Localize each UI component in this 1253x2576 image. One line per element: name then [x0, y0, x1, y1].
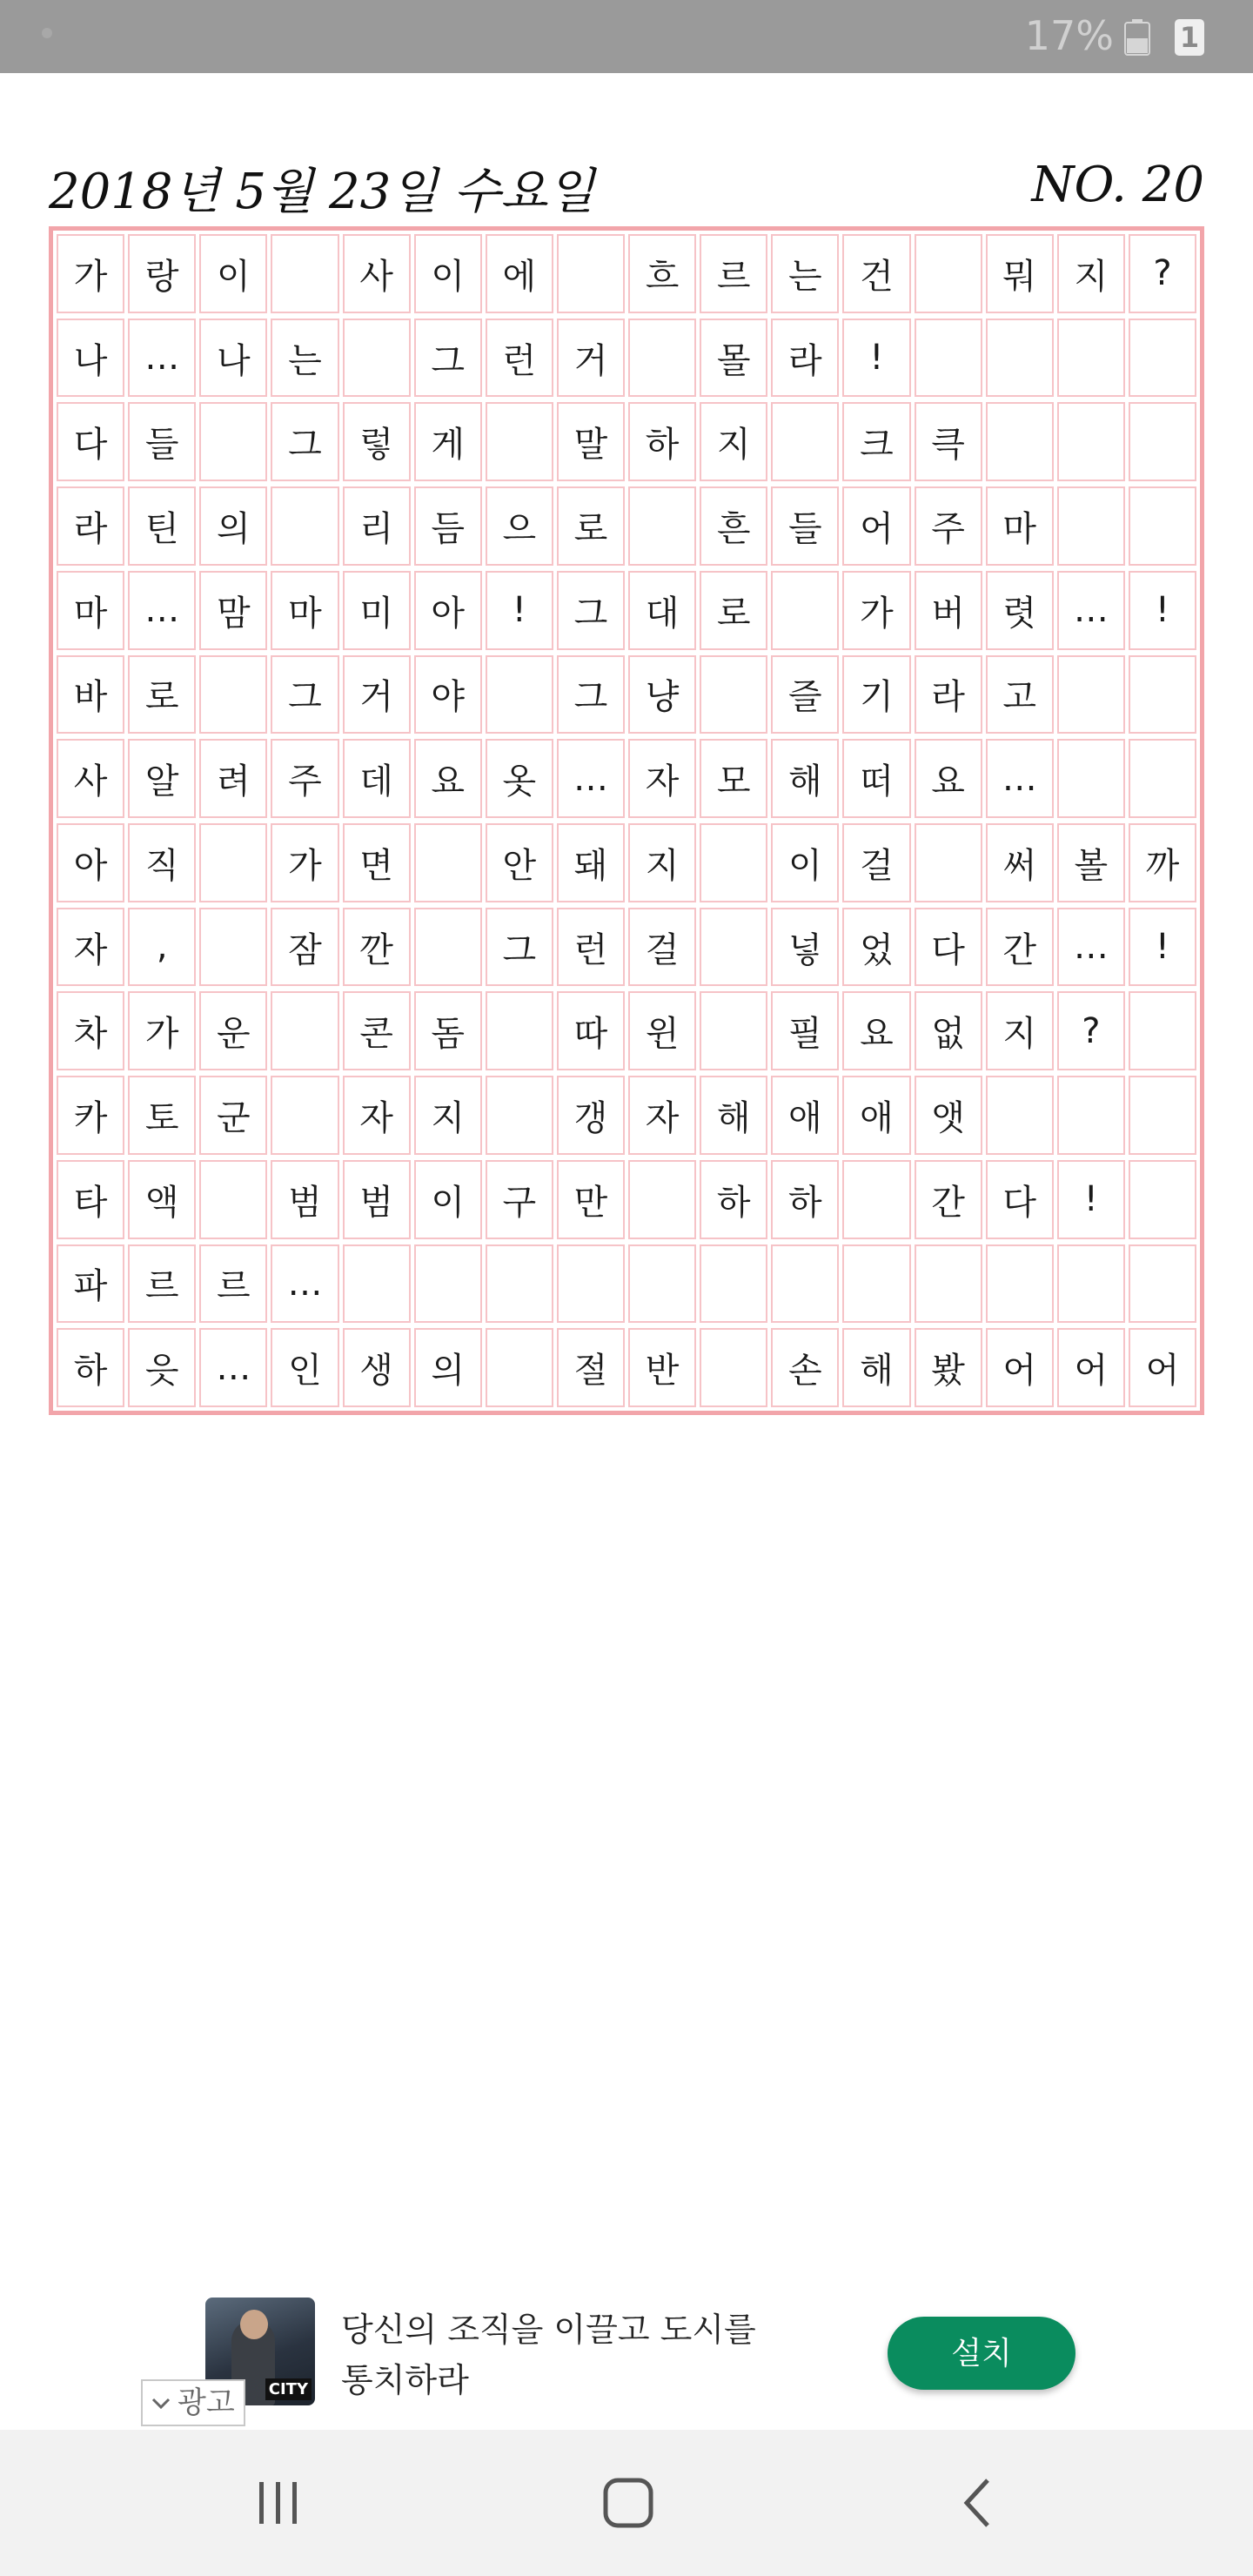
grid-cell[interactable]	[1057, 655, 1125, 735]
grid-cell[interactable]: 나	[199, 319, 267, 398]
grid-cell[interactable]: 듬	[414, 486, 482, 566]
grid-cell[interactable]	[486, 1076, 553, 1155]
grid-cell[interactable]	[1129, 655, 1196, 735]
grid-cell[interactable]	[199, 908, 267, 987]
grid-cell[interactable]: 르	[128, 1244, 196, 1324]
recent-apps-button[interactable]	[244, 2475, 313, 2531]
grid-cell[interactable]: 흔	[700, 486, 767, 566]
grid-cell[interactable]: 사	[343, 234, 411, 313]
grid-cell[interactable]	[986, 1076, 1054, 1155]
grid-cell[interactable]: 렇	[343, 402, 411, 481]
grid-cell[interactable]: 넣	[771, 908, 839, 987]
grid-cell[interactable]	[986, 319, 1054, 398]
home-icon	[601, 2476, 655, 2530]
grid-cell[interactable]: 써	[986, 823, 1054, 902]
grid-cell[interactable]: 읏	[128, 1328, 196, 1407]
grid-cell[interactable]: 말	[557, 402, 625, 481]
grid-cell[interactable]: 주	[271, 739, 338, 818]
grid-cell[interactable]	[700, 823, 767, 902]
grid-cell[interactable]: 마	[986, 486, 1054, 566]
grid-cell[interactable]	[628, 319, 696, 398]
grid-cell[interactable]: 다	[915, 908, 982, 987]
grid-cell[interactable]: 지	[986, 991, 1054, 1070]
grid-cell[interactable]: 는	[771, 234, 839, 313]
grid-cell[interactable]: !	[1129, 908, 1196, 987]
grid-cell[interactable]: 콘	[343, 991, 411, 1070]
grid-cell[interactable]: …	[986, 739, 1054, 818]
grid-cell[interactable]	[1057, 739, 1125, 818]
grid-cell[interactable]: 라	[915, 655, 982, 735]
grid-cell[interactable]	[700, 1328, 767, 1407]
grid-cell[interactable]: 이	[414, 234, 482, 313]
grid-cell[interactable]: 런	[486, 319, 553, 398]
grid-cell[interactable]: …	[128, 571, 196, 650]
grid-cell[interactable]: 맘	[199, 571, 267, 650]
grid-cell[interactable]: 떠	[842, 739, 910, 818]
grid-cell[interactable]: 필	[771, 991, 839, 1070]
grid-cell[interactable]: 그	[557, 571, 625, 650]
grid-cell[interactable]: 옷	[486, 739, 553, 818]
grid-cell[interactable]	[1129, 739, 1196, 818]
grid-cell[interactable]: 걸	[628, 908, 696, 987]
home-button[interactable]	[593, 2475, 663, 2531]
grid-cell[interactable]: 요	[915, 739, 982, 818]
grid-cell[interactable]	[628, 486, 696, 566]
grid-cell[interactable]: 액	[128, 1160, 196, 1239]
grid-cell[interactable]: 르	[199, 1244, 267, 1324]
grid-cell[interactable]: 하	[700, 1160, 767, 1239]
grid-cell[interactable]: 사	[57, 739, 124, 818]
grid-cell[interactable]: 돼	[557, 823, 625, 902]
grid-cell[interactable]: 알	[128, 739, 196, 818]
ad-label-text: 광고	[178, 2385, 235, 2420]
grid-cell[interactable]: ?	[1057, 991, 1125, 1070]
grid-cell[interactable]	[199, 655, 267, 735]
grid-cell[interactable]	[343, 1244, 411, 1324]
ad-label[interactable]	[141, 2379, 245, 2426]
grid-cell[interactable]	[700, 1244, 767, 1324]
grid-cell[interactable]: 의	[414, 1328, 482, 1407]
grid-cell[interactable]: 아	[414, 571, 482, 650]
grid-cell[interactable]	[1129, 991, 1196, 1070]
grid-cell[interactable]	[199, 402, 267, 481]
grid-cell[interactable]: !	[1057, 1160, 1125, 1239]
grid-cell[interactable]: 그	[557, 655, 625, 735]
recent-apps-icon	[252, 2479, 305, 2527]
grid-cell[interactable]	[271, 234, 338, 313]
grid-cell[interactable]: …	[128, 319, 196, 398]
grid-cell[interactable]: …	[557, 739, 625, 818]
install-button[interactable]: 설치	[888, 2317, 1075, 2390]
grid-cell[interactable]: 지	[628, 823, 696, 902]
grid-cell[interactable]: 해	[842, 1328, 910, 1407]
grid-cell[interactable]	[1129, 319, 1196, 398]
grid-cell[interactable]	[271, 486, 338, 566]
grid-cell[interactable]: 애	[842, 1076, 910, 1155]
grid-cell[interactable]: 자	[343, 1076, 411, 1155]
grid-cell[interactable]: 가	[128, 991, 196, 1070]
grid-cell[interactable]: 요	[414, 739, 482, 818]
sim-indicator: 1	[1175, 19, 1204, 56]
grid-cell[interactable]: …	[271, 1244, 338, 1324]
grid-cell[interactable]: 돔	[414, 991, 482, 1070]
grid-cell[interactable]: 어	[1129, 1328, 1196, 1407]
grid-cell[interactable]: 큭	[915, 402, 982, 481]
grid-cell[interactable]: 그	[414, 319, 482, 398]
grid-cell[interactable]: 그	[271, 402, 338, 481]
grid-cell[interactable]	[915, 319, 982, 398]
grid-cell[interactable]	[915, 234, 982, 313]
grid-cell[interactable]: 군	[199, 1076, 267, 1155]
grid-cell[interactable]	[1057, 1244, 1125, 1324]
grid-cell[interactable]: 거	[343, 655, 411, 735]
grid-cell[interactable]: 바	[57, 655, 124, 735]
grid-cell[interactable]: 자	[628, 1076, 696, 1155]
grid-cell[interactable]: 로	[128, 655, 196, 735]
grid-cell[interactable]: 다	[57, 402, 124, 481]
grid-cell[interactable]: 간	[915, 1160, 982, 1239]
grid-cell[interactable]: 몰	[700, 319, 767, 398]
grid-cell[interactable]: 까	[1129, 823, 1196, 902]
grid-cell[interactable]: 르	[700, 234, 767, 313]
grid-cell[interactable]: 데	[343, 739, 411, 818]
ad-city-badge: CITY	[265, 2378, 312, 2400]
grid-cell[interactable]: 렷	[986, 571, 1054, 650]
grid-cell[interactable]: 가	[57, 234, 124, 313]
grid-cell[interactable]	[557, 234, 625, 313]
grid-cell[interactable]: 는	[271, 319, 338, 398]
grid-cell[interactable]: 크	[842, 402, 910, 481]
grid-cell[interactable]	[486, 1244, 553, 1324]
grid-cell[interactable]	[628, 1244, 696, 1324]
grid-cell[interactable]	[1057, 486, 1125, 566]
grid-cell[interactable]: 자	[57, 908, 124, 987]
grid-cell[interactable]: 손	[771, 1328, 839, 1407]
grid-cell[interactable]: 냥	[628, 655, 696, 735]
grid-cell[interactable]	[486, 991, 553, 1070]
grid-cell[interactable]: 려	[199, 739, 267, 818]
grid-cell[interactable]	[1129, 402, 1196, 481]
grid-cell[interactable]: 흐	[628, 234, 696, 313]
grid-cell[interactable]	[1129, 486, 1196, 566]
grid-cell[interactable]	[1057, 1076, 1125, 1155]
grid-cell[interactable]: 마	[271, 571, 338, 650]
grid-cell[interactable]: 해	[771, 739, 839, 818]
grid-cell[interactable]	[1057, 402, 1125, 481]
grid-cell[interactable]	[486, 1328, 553, 1407]
grid-cell[interactable]: 절	[557, 1328, 625, 1407]
grid-cell[interactable]: 면	[343, 823, 411, 902]
grid-cell[interactable]	[557, 1244, 625, 1324]
grid-cell[interactable]: 어	[986, 1328, 1054, 1407]
grid-cell[interactable]	[1129, 1160, 1196, 1239]
grid-cell[interactable]: 로	[557, 486, 625, 566]
grid-cell[interactable]: 갱	[557, 1076, 625, 1155]
grid-cell[interactable]: 없	[915, 991, 982, 1070]
grid-cell[interactable]: 었	[842, 908, 910, 987]
grid-cell[interactable]	[986, 1244, 1054, 1324]
grid-cell[interactable]	[1129, 1244, 1196, 1324]
grid-cell[interactable]	[915, 823, 982, 902]
grid-cell[interactable]: 파	[57, 1244, 124, 1324]
grid-cell[interactable]: 건	[842, 234, 910, 313]
grid-cell[interactable]: 안	[486, 823, 553, 902]
grid-cell[interactable]	[414, 1244, 482, 1324]
grid-cell[interactable]: ?	[1129, 234, 1196, 313]
grid-cell[interactable]: 마	[57, 571, 124, 650]
grid-cell[interactable]: …	[1057, 571, 1125, 650]
grid-cell[interactable]	[842, 1160, 910, 1239]
chevron-down-icon	[150, 2392, 172, 2414]
grid-cell[interactable]: 리	[343, 486, 411, 566]
grid-cell[interactable]: 거	[557, 319, 625, 398]
grid-cell[interactable]	[199, 1160, 267, 1239]
grid-cell[interactable]	[700, 908, 767, 987]
grid-cell[interactable]: 에	[486, 234, 553, 313]
grid-cell[interactable]	[986, 402, 1054, 481]
grid-cell[interactable]	[271, 1076, 338, 1155]
back-button[interactable]	[943, 2475, 1013, 2531]
grid-cell[interactable]: 반	[628, 1328, 696, 1407]
grid-cell[interactable]	[700, 991, 767, 1070]
grid-cell[interactable]: 즐	[771, 655, 839, 735]
grid-cell[interactable]: 들	[128, 402, 196, 481]
grid-cell[interactable]: 게	[414, 402, 482, 481]
notification-dot-icon	[42, 28, 52, 38]
grid-cell[interactable]: 어	[1057, 1328, 1125, 1407]
grid-cell[interactable]: 로	[700, 571, 767, 650]
grid-cell[interactable]: 지	[414, 1076, 482, 1155]
grid-cell[interactable]: 간	[986, 908, 1054, 987]
grid-cell[interactable]: 깐	[343, 908, 411, 987]
grid-cell[interactable]	[628, 1160, 696, 1239]
grid-cell[interactable]	[915, 1244, 982, 1324]
grid-cell[interactable]: 토	[128, 1076, 196, 1155]
battery-icon	[1124, 19, 1150, 56]
ad-headline[interactable]: 당신의 조직을 이끌고 도시를 통치하라	[341, 2311, 756, 2399]
grid-cell[interactable]: 생	[343, 1328, 411, 1407]
grid-cell[interactable]: 만	[557, 1160, 625, 1239]
grid-cell[interactable]: 요	[842, 991, 910, 1070]
grid-cell[interactable]: 뭐	[986, 234, 1054, 313]
grid-cell[interactable]	[343, 319, 411, 398]
grid-cell[interactable]: 자	[628, 739, 696, 818]
grid-cell[interactable]	[486, 655, 553, 735]
grid-cell[interactable]: 하	[771, 1160, 839, 1239]
grid-cell[interactable]: 타	[57, 1160, 124, 1239]
grid-cell[interactable]: 이	[414, 1160, 482, 1239]
grid-cell[interactable]: 하	[57, 1328, 124, 1407]
ad-character-face	[240, 2310, 268, 2339]
battery-percent: 17%	[1024, 12, 1114, 59]
grid-cell[interactable]: 주	[915, 486, 982, 566]
grid-cell[interactable]: 걸	[842, 823, 910, 902]
grid-cell[interactable]: 모	[700, 739, 767, 818]
grid-cell[interactable]: 버	[915, 571, 982, 650]
status-bar	[0, 0, 1253, 73]
grid-cell[interactable]: 해	[700, 1076, 767, 1155]
grid-cell[interactable]: 나	[57, 319, 124, 398]
grid-cell[interactable]: 직	[128, 823, 196, 902]
grid-cell[interactable]: 다	[986, 1160, 1054, 1239]
grid-cell[interactable]	[700, 655, 767, 735]
grid-cell[interactable]: 의	[199, 486, 267, 566]
back-icon	[956, 2477, 1000, 2529]
grid-cell[interactable]: 라	[57, 486, 124, 566]
grid-cell[interactable]: 기	[842, 655, 910, 735]
navigation-bar	[0, 2430, 1253, 2576]
grid-cell[interactable]: 카	[57, 1076, 124, 1155]
diary-page-number: NO. 20	[1031, 157, 1204, 213]
grid-cell[interactable]: 이	[199, 234, 267, 313]
grid-cell[interactable]	[1057, 319, 1125, 398]
grid-cell[interactable]	[771, 571, 839, 650]
grid-cell[interactable]: 고	[986, 655, 1054, 735]
grid-cell[interactable]: 윈	[628, 991, 696, 1070]
grid-cell[interactable]: 가	[842, 571, 910, 650]
grid-cell[interactable]: !	[842, 319, 910, 398]
grid-cell[interactable]: 따	[557, 991, 625, 1070]
grid-cell[interactable]: 구	[486, 1160, 553, 1239]
grid-cell[interactable]: …	[199, 1328, 267, 1407]
manuscript-grid[interactable]	[49, 226, 1204, 1415]
grid-cell[interactable]: 범	[271, 1160, 338, 1239]
grid-cell[interactable]: 인	[271, 1328, 338, 1407]
grid-cell[interactable]: 미	[343, 571, 411, 650]
grid-cell[interactable]	[771, 1244, 839, 1324]
grid-cell[interactable]: 앳	[915, 1076, 982, 1155]
grid-cell[interactable]: 대	[628, 571, 696, 650]
grid-cell[interactable]: 그	[486, 908, 553, 987]
grid-cell[interactable]: 으	[486, 486, 553, 566]
grid-cell[interactable]: 봤	[915, 1328, 982, 1407]
grid-cell[interactable]: 틴	[128, 486, 196, 566]
grid-cell[interactable]: 가	[271, 823, 338, 902]
grid-cell[interactable]: 그	[271, 655, 338, 735]
grid-cell[interactable]	[771, 402, 839, 481]
grid-cell[interactable]: 애	[771, 1076, 839, 1155]
grid-cell[interactable]: 랑	[128, 234, 196, 313]
grid-cell[interactable]: …	[1057, 908, 1125, 987]
grid-cell[interactable]: 아	[57, 823, 124, 902]
grid-cell[interactable]	[1129, 1076, 1196, 1155]
grid-cell[interactable]: 지	[1057, 234, 1125, 313]
grid-cell[interactable]: 운	[199, 991, 267, 1070]
grid-cell[interactable]: 볼	[1057, 823, 1125, 902]
grid-cell[interactable]	[414, 908, 482, 987]
grid-cell[interactable]	[486, 402, 553, 481]
grid-cell[interactable]: 들	[771, 486, 839, 566]
grid-cell[interactable]	[842, 1244, 910, 1324]
grid-cell[interactable]: 차	[57, 991, 124, 1070]
grid-cell[interactable]: 야	[414, 655, 482, 735]
grid-cell[interactable]: !	[486, 571, 553, 650]
diary-date: 2018년 5월 23일 수요일	[49, 164, 595, 220]
grid-cell[interactable]: ,	[128, 908, 196, 987]
grid-cell[interactable]	[414, 823, 482, 902]
grid-cell[interactable]: 런	[557, 908, 625, 987]
grid-cell[interactable]: 이	[771, 823, 839, 902]
grid-cell[interactable]	[271, 991, 338, 1070]
grid-cell[interactable]: 라	[771, 319, 839, 398]
grid-cell[interactable]: 잠	[271, 908, 338, 987]
grid-cell[interactable]: 범	[343, 1160, 411, 1239]
grid-cell[interactable]: !	[1129, 571, 1196, 650]
grid-cell[interactable]: 하	[628, 402, 696, 481]
grid-cell[interactable]: 지	[700, 402, 767, 481]
grid-cell[interactable]: 어	[842, 486, 910, 566]
grid-cell[interactable]	[199, 823, 267, 902]
